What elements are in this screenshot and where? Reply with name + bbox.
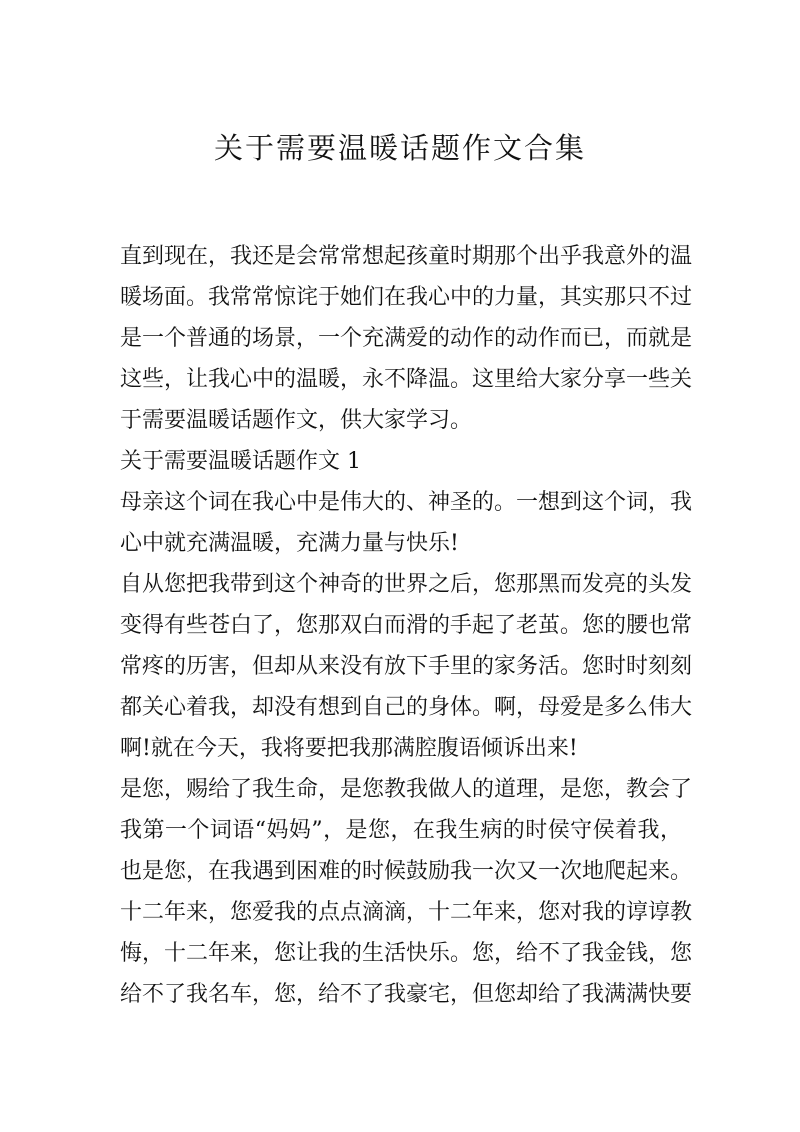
page-title: 关于需要温暖话题作文合集 <box>213 131 586 165</box>
text-line: 变得有些苍白了，您那双白而滑的手起了老茧。您的腰也常 <box>120 613 693 638</box>
text-line: 是一个普通的场景，一个充满爱的动作的动作而已，而就是 <box>120 326 693 351</box>
text-line: 暖场面。我常常惊诧于她们在我心中的力量，其实那只不过 <box>120 285 693 310</box>
body-text <box>120 236 693 1015</box>
text-line: 自从您把我带到这个神奇的世界之后，您那黑而发亮的头发 <box>120 572 693 597</box>
text-line: 也是您，在我遇到困难的时候鼓励我一次又一次地爬起来。 <box>120 859 693 884</box>
text-line: 十二年来，您爱我的点点滴滴，十二年来，您对我的谆谆教 <box>120 900 693 925</box>
text-line: 这些，让我心中的温暖，永不降温。这里给大家分享一些关 <box>120 367 693 392</box>
section-heading: 关于需要温暖话题作文 1 <box>120 449 361 474</box>
text-line: 都关心着我，却没有想到自己的身体。啊，母爱是多么伟大 <box>120 695 693 720</box>
text-line: 是您，赐给了我生命，是您教我做人的道理，是您，教会了 <box>120 777 693 802</box>
text-line: 心中就充满温暖，充满力量与快乐! <box>120 531 459 556</box>
text-line: 悔，十二年来，您让我的生活快乐。您，给不了我金钱，您 <box>120 941 693 966</box>
text-line: 啊!就在今天，我将要把我那满腔腹语倾诉出来! <box>120 736 578 761</box>
text-line: 直到现在，我还是会常常想起孩童时期那个出乎我意外的温 <box>120 244 693 269</box>
text-line: 于需要温暖话题作文，供大家学习。 <box>120 408 473 433</box>
text-line: 母亲这个词在我心中是伟大的、神圣的。一想到这个词，我 <box>120 490 693 515</box>
text-line: 给不了我名车，您，给不了我豪宅，但您却给了我满满快要 <box>120 982 693 1007</box>
text-line: 我第一个词语“妈妈”，是您，在我生病的时侯守侯着我， <box>120 818 682 843</box>
text-line: 常疼的历害，但却从来没有放下手里的家务活。您时时刻刻 <box>120 654 693 679</box>
